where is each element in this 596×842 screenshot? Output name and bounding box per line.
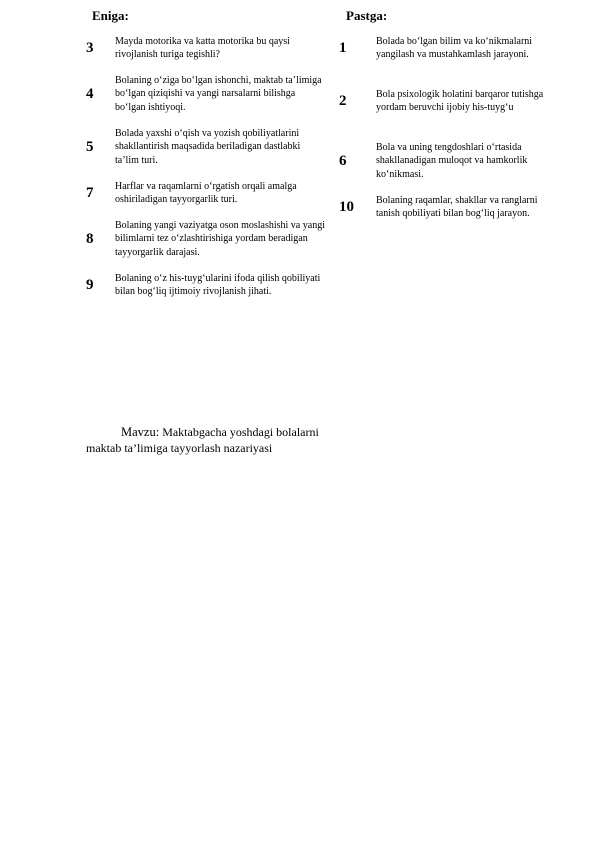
down-clue-6 [339, 141, 552, 181]
clue-number: 2 [339, 92, 347, 109]
across-clue-5 [86, 127, 325, 167]
across-clue-7 [86, 180, 325, 207]
down-heading: Pastga: [346, 8, 388, 23]
down-clue-10 [339, 194, 552, 221]
down-clue-1 [339, 35, 552, 62]
clue-number: 5 [86, 138, 94, 155]
clue-number: 10 [339, 198, 354, 215]
across-clue-9 [86, 272, 325, 299]
clue-text: Bolaning yangi vaziyatga oson moslashishi va yangi bilimlarni tez o‘zlashtirishiga yordam beradigan tayyorgarlik darajasi. [115, 220, 325, 258]
across-clue-8 [86, 219, 325, 259]
clue-text: Bolada yaxshi o‘qish va yozish qobiliyatlarini shakllantirish maqsadida beriladigan dastlabki ta’lim turi. [115, 128, 301, 166]
clue-number: 7 [86, 184, 94, 201]
topic-paragraph [86, 424, 332, 456]
clue-number: 8 [86, 230, 94, 247]
across-clue-3 [86, 35, 325, 62]
clue-text: Bolaning o‘ziga bo‘lgan ishonchi, maktab ta’limiga bo‘lgan qiziqishi va yangi narsalarni bilishga bo‘lgan ishtiyoqi. [115, 75, 322, 113]
clue-text: Bola va uning tengdoshlari o‘rtasida shakllanadigan muloqot va hamkorlik ko‘nikmasi. [376, 142, 528, 180]
clue-text: Bolaning raqamlar, shakllar va ranglarni tanish qobiliyati bilan bog‘liq jarayon. [376, 195, 538, 220]
across-clue-4 [86, 74, 325, 114]
clue-text: Bola psixologik holatini barqaror tutishga yordam beruvchi ijobiy his-tuyg‘u [376, 89, 544, 114]
clue-number: 9 [86, 276, 94, 293]
clue-text: Harflar va raqamlarni o‘rgatish orqali amalga oshiriladigan tayyorgarlik turi. [115, 181, 297, 206]
clue-text: Bolaning o‘z his-tuyg‘ularini ifoda qilish qobiliyati bilan bog‘liq ijtimoiy rivojlanish jihati. [115, 273, 321, 298]
clue-text: Mayda motorika va katta motorika bu qaysi rivojlanish turiga tegishli? [115, 36, 290, 61]
topic-label: Mavzu: [121, 425, 160, 439]
clue-text: Bolada bo‘lgan bilim va ko‘nikmalarni yangilash va mustahkamlash jarayoni. [376, 36, 533, 61]
clue-number: 6 [339, 152, 347, 169]
down-clue-2 [339, 88, 552, 115]
topic-text: Maktabgacha yoshdagi bolalarni maktab ta’limiga tayyorlash nazariyasi [86, 425, 319, 455]
clue-number: 3 [86, 39, 94, 56]
clue-number: 4 [86, 85, 94, 102]
clue-number: 1 [339, 39, 347, 56]
across-heading: Eniga: [92, 8, 129, 23]
